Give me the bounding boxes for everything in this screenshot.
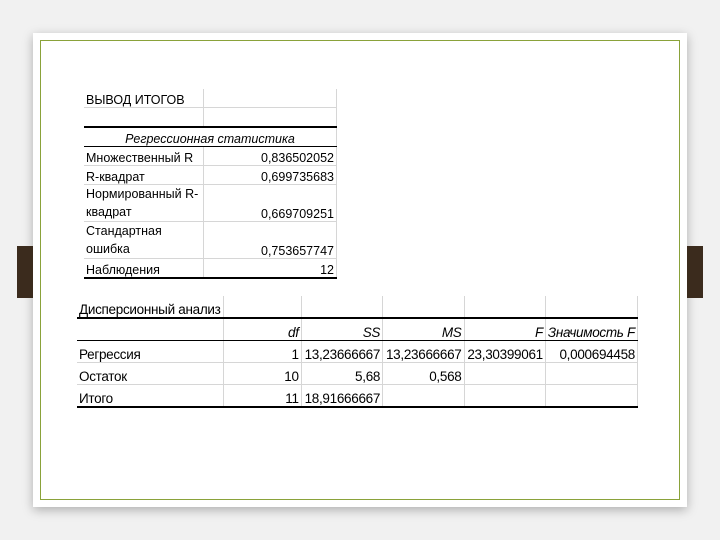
column-header-significance: Значимость F <box>545 318 637 341</box>
empty-cell <box>301 296 382 318</box>
row-label: Итого <box>77 385 223 408</box>
cell-ss: 13,23666667 <box>301 341 382 363</box>
regression-summary-table <box>84 89 337 279</box>
empty-cell <box>204 89 337 108</box>
cell-df: 1 <box>223 341 301 363</box>
row-label: Стандартная ошибка <box>84 222 204 259</box>
cell-ms <box>383 385 464 408</box>
row-label: Остаток <box>77 363 223 385</box>
cell-df: 11 <box>223 385 301 408</box>
empty-cell <box>464 296 545 318</box>
anova-header-row <box>77 318 638 341</box>
column-header-f: F <box>464 318 545 341</box>
cell-significance <box>545 385 637 408</box>
row-value: 0,836502052 <box>204 147 337 166</box>
cell-ms: 13,23666667 <box>383 341 464 363</box>
summary-title: ВЫВОД ИТОГОВ <box>84 89 204 108</box>
row-value: 0,699735683 <box>204 166 337 185</box>
empty-cell <box>204 108 337 128</box>
table-row <box>77 341 638 363</box>
column-header-df: df <box>223 318 301 341</box>
table-row <box>84 259 337 279</box>
empty-cell <box>223 296 301 318</box>
row-value: 0,753657747 <box>204 222 337 259</box>
empty-cell <box>84 108 204 128</box>
column-header-ss: SS <box>301 318 382 341</box>
cell-ms: 0,568 <box>383 363 464 385</box>
row-label: Регрессия <box>77 341 223 363</box>
anova-title: Дисперсионный анализ <box>77 296 223 318</box>
cell-df: 10 <box>223 363 301 385</box>
cell-f: 23,30399061 <box>464 341 545 363</box>
row-label: Множественный R <box>84 147 204 166</box>
column-header-ms: MS <box>383 318 464 341</box>
table-row <box>77 385 638 408</box>
cell-f <box>464 363 545 385</box>
table-row <box>84 166 337 185</box>
summary-section-row <box>84 127 337 147</box>
row-label: Наблюдения <box>84 259 204 279</box>
empty-cell <box>545 296 637 318</box>
table-row <box>84 222 337 259</box>
cell-f <box>464 385 545 408</box>
section-header: Регрессионная статистика <box>84 127 337 147</box>
cell-significance <box>545 363 637 385</box>
anova-table <box>77 296 638 408</box>
row-value: 0,669709251 <box>204 185 337 222</box>
row-label: Нормированный R-квадрат <box>84 185 204 222</box>
row-value: 12 <box>204 259 337 279</box>
column-header <box>77 318 223 341</box>
cell-ss: 5,68 <box>301 363 382 385</box>
cell-ss: 18,91666667 <box>301 385 382 408</box>
table-row <box>77 363 638 385</box>
left-side-tab <box>17 246 33 298</box>
anova-title-row <box>77 296 638 318</box>
right-side-tab <box>687 246 703 298</box>
table-row <box>84 147 337 166</box>
empty-cell <box>383 296 464 318</box>
table-row <box>84 185 337 222</box>
cell-significance: 0,000694458 <box>545 341 637 363</box>
summary-title-row <box>84 89 337 108</box>
summary-empty-row <box>84 108 337 128</box>
row-label: R-квадрат <box>84 166 204 185</box>
